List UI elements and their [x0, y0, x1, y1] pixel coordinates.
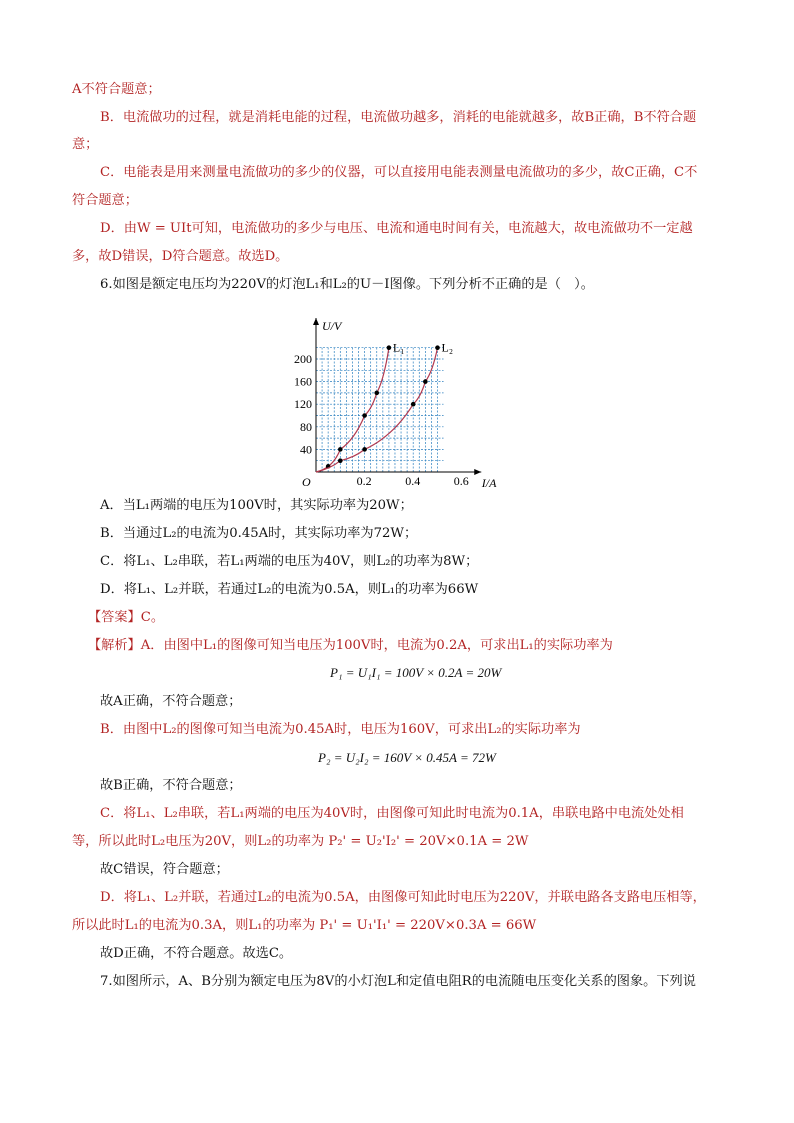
- y-tick-label: 160: [294, 374, 312, 389]
- text-line: 【答案】C。: [88, 610, 165, 625]
- text-line: 符合题意；: [72, 193, 138, 208]
- formula: P₂ = U₂I₂ = 160V × 0.45A = 72W: [318, 750, 496, 765]
- data-point: [338, 447, 343, 452]
- text-line: 所以此时L₁的电流为0.3A，则L₁的功率为 P₁' = U₁'I₁' = 220V×0.3A = 66W: [72, 918, 537, 933]
- data-point: [362, 413, 367, 418]
- text-line: 故D正确，不符合题意。故选C。: [100, 946, 293, 961]
- text-line: B．由图中L₂的图像可知当电流为0.45A时，电压为160V，可求出L₂的实际功率为: [100, 722, 581, 737]
- y-tick-label: 40: [300, 442, 312, 457]
- data-point: [411, 402, 416, 407]
- x-tick-label: 0.6: [453, 474, 469, 488]
- text-line: 意；: [72, 137, 99, 152]
- data-point: [387, 345, 392, 350]
- text-line: C．将L₁、L₂串联，若L₁两端的电压为40V，则L₂的功率为8W；: [100, 554, 479, 569]
- x-tick-label: 0.2: [356, 474, 372, 488]
- graph-grid: [316, 348, 444, 472]
- text-line: 故B正确，不符合题意；: [100, 778, 242, 793]
- data-point: [362, 447, 367, 452]
- text-line: A不符合题意；: [72, 82, 161, 97]
- text-line: C．电能表是用来测量电流做功的多少的仪器，可以直接用电能表测量电流做功的多少，故C正确，C不: [100, 165, 698, 180]
- y-axis-arrow: [313, 318, 319, 325]
- text-line: D．将L₁、L₂并联，若通过L₂的电流为0.5A，则L₁的功率为66W: [100, 582, 479, 597]
- text-line: C．将L₁、L₂串联，若L₁两端的电压为40V时，由图像可知此时电流为0.1A，串联电路中电流处处相: [100, 806, 684, 821]
- text-line: B．电流做功的过程，就是消耗电能的过程，电流做功越多，消耗的电能就越多，故B正确，B不符合题: [100, 110, 697, 125]
- y-tick-label: 120: [294, 397, 312, 412]
- series-label: L₁: [392, 340, 405, 355]
- text-line: 6.如图是额定电压均为220V的灯泡L₁和L₂的U－I图像。下列分析不正确的是（ ）。: [100, 277, 594, 292]
- y-tick-label: 200: [294, 352, 312, 366]
- text-line: A．当L₁两端的电压为100V时，其实际功率为20W；: [100, 498, 413, 513]
- data-point: [435, 345, 440, 350]
- text-line: B．当通过L₂的电流为0.45A时，其实际功率为72W；: [100, 526, 418, 541]
- formula: P₁ = U₁I₁ = 100V × 0.2A = 20W: [330, 665, 502, 680]
- text-line: 故C错误，符合题意；: [100, 862, 229, 877]
- text-line: 故A正确，不符合题意；: [100, 694, 242, 709]
- x-axis-label: I/A: [481, 476, 497, 490]
- data-point: [338, 458, 343, 463]
- y-tick-label: 80: [300, 419, 312, 434]
- text-line: 等，所以此时L₂电压为20V，则L₂的功率为 P₂' = U₂'I₂' = 20V×0.1A = 2W: [72, 834, 529, 849]
- x-axis-arrow: [474, 469, 481, 475]
- text-line: 多，故D错误，D符合题意。故选D。: [72, 249, 289, 264]
- x-tick-label: 0.4: [405, 474, 421, 488]
- text-line: D．将L₁、L₂并联，若通过L₂的电流为0.5A，由图像可知此时电压为220V，并联电路各支路电压相等，: [100, 890, 706, 905]
- u-i-graph: [294, 312, 520, 492]
- data-point: [423, 379, 428, 384]
- series-label: L₂: [441, 340, 454, 355]
- data-point: [374, 391, 379, 396]
- text-line: 7.如图所示，A、B分别为额定电压为8V的小灯泡L和定值电阻R的电流随电压变化关系的图象。下列说: [100, 974, 696, 989]
- origin-label: O: [302, 475, 311, 489]
- text-line: 【解析】A．由图中L₁的图像可知当电压为100V时，电流为0.2A，可求出L₁的实际功率为: [88, 638, 613, 653]
- text-line: D．由W = UIt可知，电流做功的多少与电压、电流和通电时间有关，电流越大，故电流做功不一定越: [100, 221, 693, 236]
- y-axis-label: U/V: [322, 319, 342, 333]
